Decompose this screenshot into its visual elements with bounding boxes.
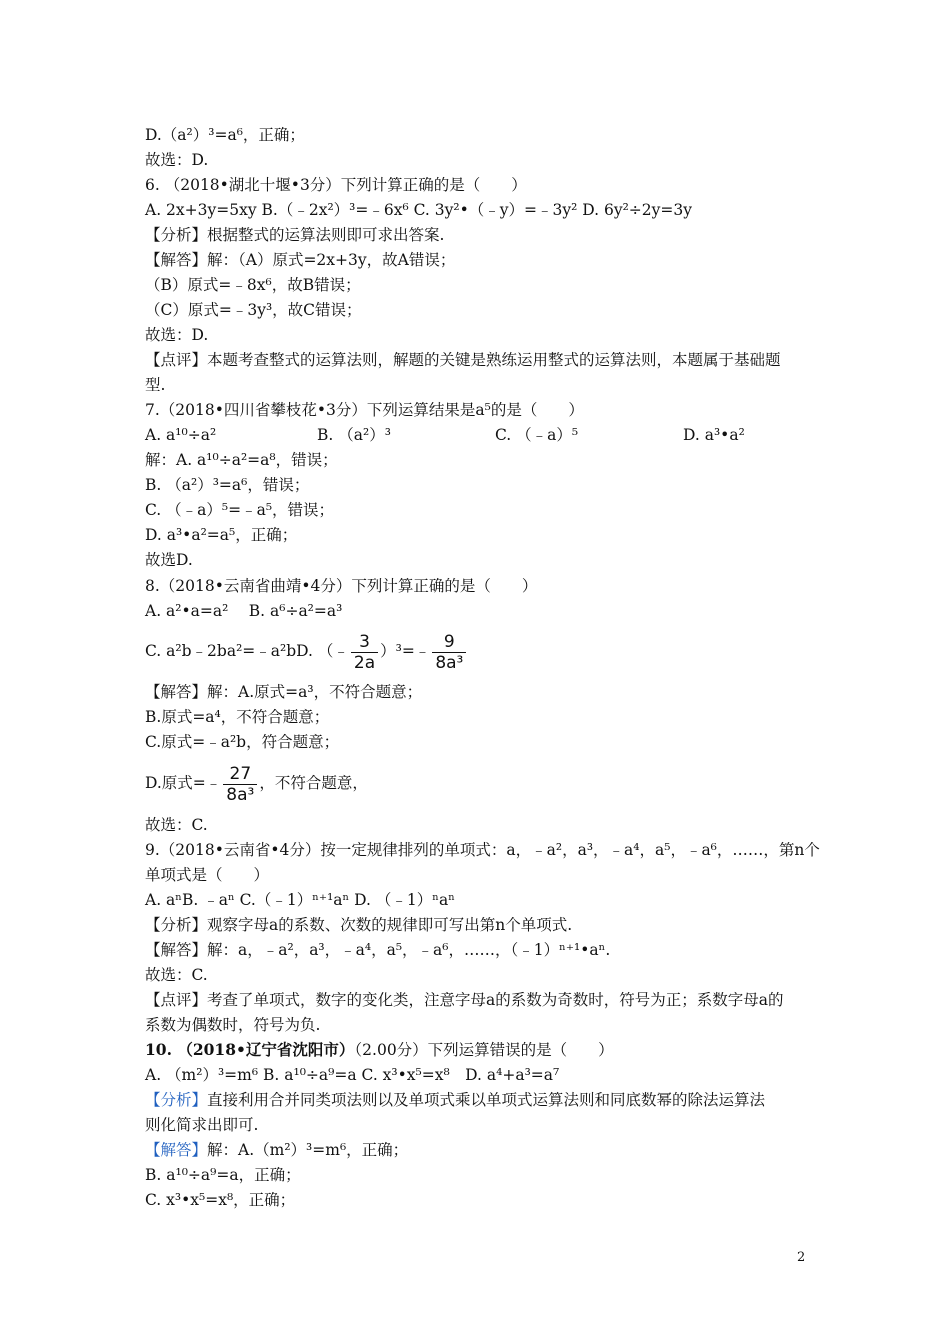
- question-10-options: A. （m²）³=m⁶ B. a¹⁰÷a⁹=a C. x³•x⁵=x⁸ D. a⁴+a³=a⁷: [145, 1066, 560, 1084]
- analysis-tag: 【分析】: [145, 1091, 208, 1109]
- analysis-line: 【分析】观察字母a的系数、次数的规律即可写出第n个单项式.: [145, 916, 573, 934]
- comment-line: 【点评】考查了单项式，数字的变化类，注意字母a的系数为奇数时，符号为正；系数字母a的: [145, 991, 784, 1009]
- text-segment: 解：A.（m²）³=m⁶，正确；: [207, 1141, 409, 1159]
- text-line: 故选：D.: [145, 326, 209, 344]
- fraction-denominator: 8a³: [432, 652, 466, 673]
- text-line: （B）原式=﹣8x⁶，故B错误；: [145, 276, 361, 294]
- fraction: [432, 632, 466, 673]
- comment-line: 【点评】本题考查整式的运算法则，解题的关键是熟练运用整式的运算法则，本题属于基础题: [145, 351, 781, 369]
- text-line: 则化简求出即可.: [145, 1116, 259, 1134]
- text-line: D. a³•a²=a⁵，正确；: [145, 526, 298, 544]
- question-9: 9.（2018•云南省•4分）按一定规律排列的单项式：a，﹣a²，a³，﹣a⁴，a⁵，﹣a⁶，……，第n个: [145, 841, 820, 859]
- analysis-line: 【分析】根据整式的运算法则即可求出答案.: [145, 226, 445, 244]
- solution-line: 解：A. a¹⁰÷a²=a⁸，错误；: [145, 451, 338, 469]
- text-line: 故选D.: [145, 551, 193, 569]
- answer-line: 【解答】解：a，﹣a²，a³，﹣a⁴，a⁵，﹣a⁶，……，（﹣1）ⁿ⁺¹•aⁿ.: [145, 941, 611, 959]
- text-line: 故选：C.: [145, 966, 208, 984]
- analysis-line: [145, 1090, 765, 1110]
- text-line: D.（a²）³=a⁶，正确；: [145, 126, 305, 144]
- question-8: 8.（2018•云南省曲靖•4分）下列计算正确的是（ ）: [145, 577, 538, 595]
- page-number: 2: [797, 1250, 806, 1265]
- text-line: [145, 760, 368, 806]
- question-7: 7.（2018•四川省攀枝花•3分）下列运算结果是a⁵的是（ ）: [145, 401, 584, 419]
- question-10-source: 10. （2018•辽宁省沈阳市）: [145, 1040, 355, 1059]
- answer-line: 【解答】解：（A）原式=2x+3y，故A错误；: [145, 251, 456, 269]
- text-segment: D.原式=﹣: [145, 774, 222, 792]
- fraction-numerator: 27: [229, 763, 252, 784]
- text-line: 故选：D.: [145, 151, 209, 169]
- text-segment: ，不符合题意，: [259, 774, 368, 792]
- answer-tag: 【解答】: [145, 1141, 208, 1159]
- fraction: [223, 764, 257, 805]
- question-6-options: A. 2x+3y=5xy B.（﹣2x²）³=﹣6x⁶ C. 3y²•（﹣y）=﹣3y² D. 6y²÷2y=3y: [145, 201, 693, 219]
- text-line: 系数为偶数时，符号为负.: [145, 1016, 321, 1034]
- text-segment: 直接利用合并同类项法则以及单项式乘以单项式运算法则和同底数幂的除法运算法: [207, 1091, 766, 1109]
- option-b: B. （a²）³: [317, 426, 391, 444]
- fraction: [351, 632, 378, 673]
- question-9-options: A. aⁿB. ﹣aⁿ C.（﹣1）ⁿ⁺¹aⁿ D. （﹣1）ⁿaⁿ: [145, 891, 455, 909]
- text-line: （C）原式=﹣3y³，故C错误；: [145, 301, 362, 319]
- question-6: 6. （2018•湖北十堰•3分）下列计算正确的是（ ）: [145, 176, 527, 194]
- text-segment: ）³=﹣: [380, 642, 431, 660]
- option-c: C. （﹣a）⁵: [495, 426, 579, 444]
- text-line: C. （﹣a）⁵=﹣a⁵，错误；: [145, 501, 335, 519]
- fraction-numerator: 3: [359, 631, 370, 652]
- fraction-denominator: 8a³: [223, 784, 257, 805]
- question-8-options-cd: [145, 628, 468, 674]
- text-line: 故选：C.: [145, 816, 208, 834]
- fraction-denominator: 2a: [351, 652, 378, 673]
- text-line: C. x³•x⁵=x⁸，正确；: [145, 1191, 296, 1209]
- text-line: B. （a²）³=a⁶，错误；: [145, 476, 310, 494]
- text-line: 单项式是（ ）: [145, 866, 270, 884]
- text-segment: （2.00分）下列运算错误的是（ ）: [354, 1041, 614, 1059]
- text-line: 型.: [145, 376, 166, 394]
- answer-line: 【解答】解：A.原式=a³，不符合题意；: [145, 683, 423, 701]
- answer-line: [145, 1140, 408, 1160]
- option-d: D. a³•a²: [683, 426, 745, 444]
- text-line: C.原式=﹣a²b，符合题意；: [145, 733, 340, 751]
- question-8-options-ab: A. a²•a=a² B. a⁶÷a²=a³: [145, 602, 343, 620]
- text-line: B. a¹⁰÷a⁹=a，正确；: [145, 1166, 301, 1184]
- text-line: B.原式=a⁴，不符合题意；: [145, 708, 330, 726]
- fraction-numerator: 9: [443, 631, 455, 652]
- option-a: A. a¹⁰÷a²: [145, 426, 217, 444]
- question-10: [145, 1040, 614, 1060]
- text-segment: C. a²b﹣2ba²=﹣a²bD. （﹣: [145, 642, 349, 660]
